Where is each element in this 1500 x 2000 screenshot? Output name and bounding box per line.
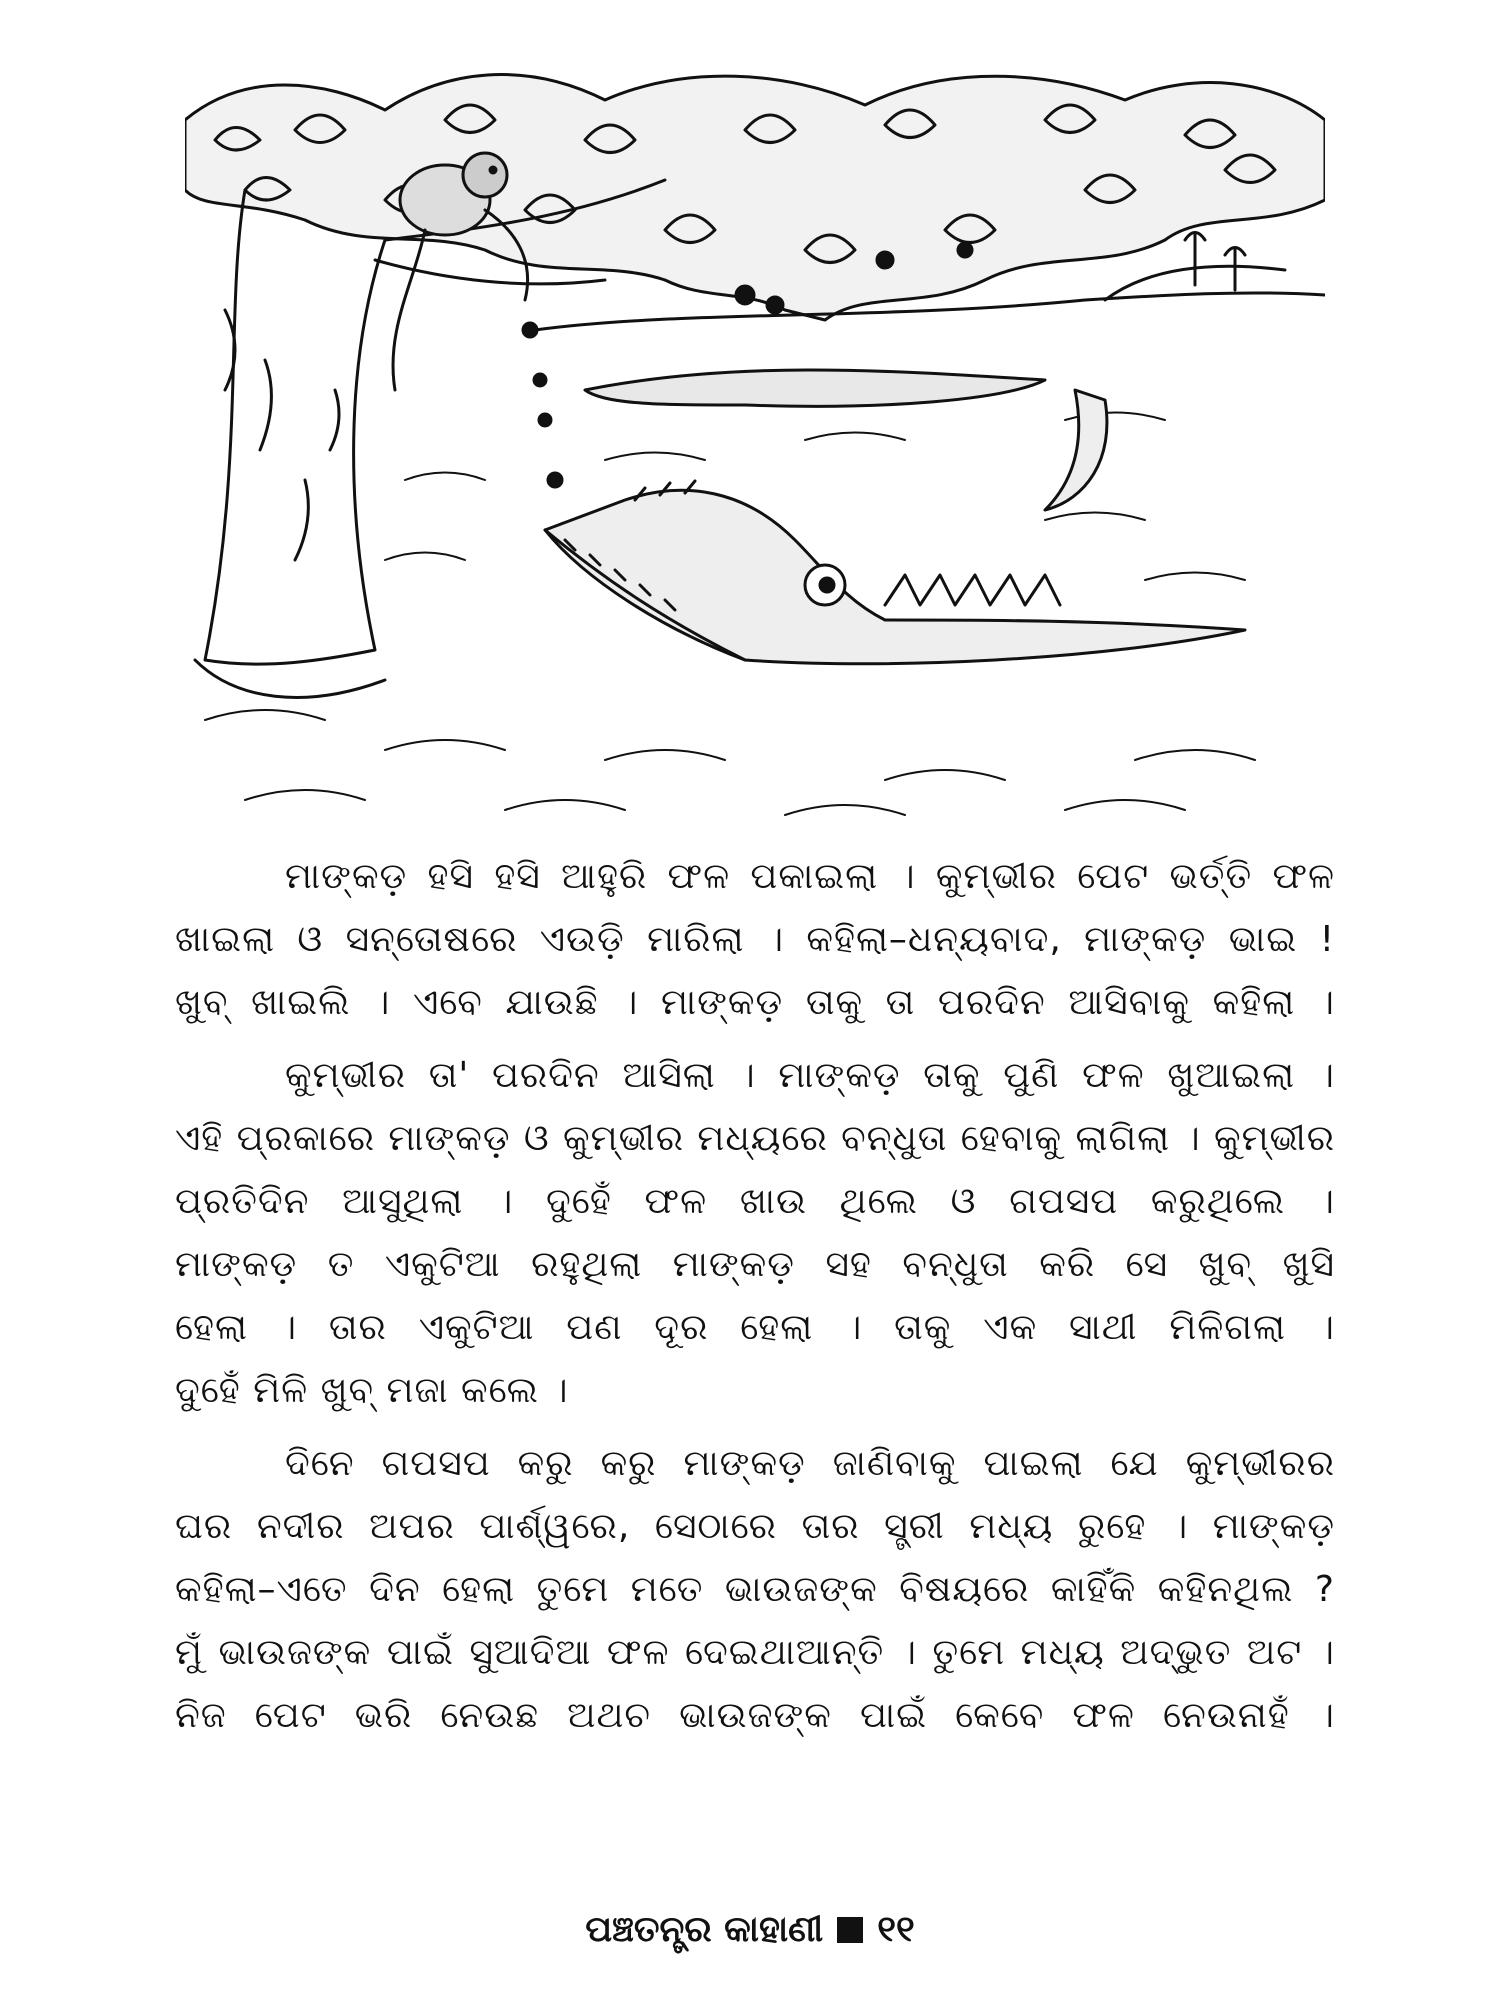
story-text <box>175 845 1335 1757</box>
text-line: କୁମ୍ଭୀର ତା' ପରଦିନ ଆସିଲା । ମାଙ୍କଡ଼ ତାକୁ ପୁଣି ଫଳ ଖୁଆଇଲା । <box>285 1055 1335 1096</box>
paragraph-2 <box>175 1044 1335 1422</box>
text-line: ଦୁହେଁ ମିଳି ଖୁବ୍ ମଜା କଲେ । <box>175 1370 569 1411</box>
page-footer <box>0 1905 1500 1955</box>
text-line: ମୁଁ ଭାଉଜଙ୍କ ପାଇଁ ସୁଆଦିଆ ଫଳ ଦେଇଥାଆନ୍ତି । ତୁମେ ମଧ୍ୟ ଅଦ୍ଭୁତ ଅଟ । <box>175 1632 1335 1673</box>
tree-canopy-icon <box>185 75 1325 320</box>
book-title: ପଞ୍ଚତନ୍ତ୍ର କାହାଣୀ <box>585 1909 824 1950</box>
text-line: ଖାଇଲା ଓ ସନ୍ତୋଷରେ ଏଉଡ଼ି ମାରିଲା । କହିଲା–ଧନ୍ୟବାଦ, ମାଙ୍କଡ଼ ଭାଇ ! <box>175 919 1335 960</box>
falling-fruit-icon <box>523 323 572 537</box>
story-illustration <box>185 60 1325 830</box>
paragraph-1 <box>175 845 1335 1034</box>
text-line: ପ୍ରତିଦିନ ଆସୁଥିଲା । ଦୁହେଁ ଫଳ ଖାଉ ଥିଲେ ଓ ଗପସପ କରୁଥିଲେ । <box>175 1181 1335 1222</box>
square-bullet-icon <box>837 1917 863 1943</box>
text-line: ହେଲା । ତାର ଏକୁଟିଆ ପଣ ଦୂର ହେଲା । ତାକୁ ଏକ ସାଥୀ ମିଳିଗଲା । <box>175 1307 1335 1348</box>
paragraph-3 <box>175 1432 1335 1747</box>
crocodile-icon <box>545 390 1245 664</box>
text-line: ଏହି ପ୍ରକାରେ ମାଙ୍କଡ଼ ଓ କୁମ୍ଭୀର ମଧ୍ୟରେ ବନ୍ଧୁତା ହେବାକୁ ଲାଗିଲା । କୁମ୍ଭୀର <box>175 1118 1335 1159</box>
text-line: ନିଜ ପେଟ ଭରି ନେଉଛ ଅଥଚ ଭାଉଜଙ୍କ ପାଇଁ କେବେ ଫଳ ନେଉନାହଁ । <box>175 1695 1335 1736</box>
page-number: ୧୧ <box>877 1909 915 1950</box>
text-line: ଖୁବ୍ ଖାଇଲି । ଏବେ ଯାଉଛି । ମାଙ୍କଡ଼ ତାକୁ ତା ପରଦିନ ଆସିବାକୁ କହିଲା । <box>175 982 1335 1023</box>
text-line: ଘର ନଦୀର ଅପର ପାର୍ଶ୍ୱରେ, ସେଠାରେ ତାର ସ୍ତ୍ରୀ ମଧ୍ୟ ରୁହେ । ମାଙ୍କଡ଼ <box>175 1506 1335 1547</box>
text-line: ମାଙ୍କଡ଼ ହସି ହସି ଆହୁରି ଫଳ ପକାଇଲା । କୁମ୍ଭୀର ପେଟ ଭର୍ତ୍ତି ଫଳ <box>285 856 1335 897</box>
text-line: କହିଲା–ଏତେ ଦିନ ହେଲା ତୁମେ ମତେ ଭାଉଜଙ୍କ ବିଷୟରେ କାହିଁକି କହିନଥିଲ ? <box>175 1569 1335 1610</box>
text-line: ଦିନେ ଗପସପ କରୁ କରୁ ମାଙ୍କଡ଼ ଜାଣିବାକୁ ପାଇଲା ଯେ କୁମ୍ଭୀରର <box>285 1443 1335 1484</box>
text-line: ମାଙ୍କଡ଼ ତ ଏକୁଟିଆ ରହୁଥିଲା ମାଙ୍କଡ଼ ସହ ବନ୍ଧୁତା କରି ସେ ଖୁବ୍ ଖୁସି <box>175 1244 1335 1285</box>
